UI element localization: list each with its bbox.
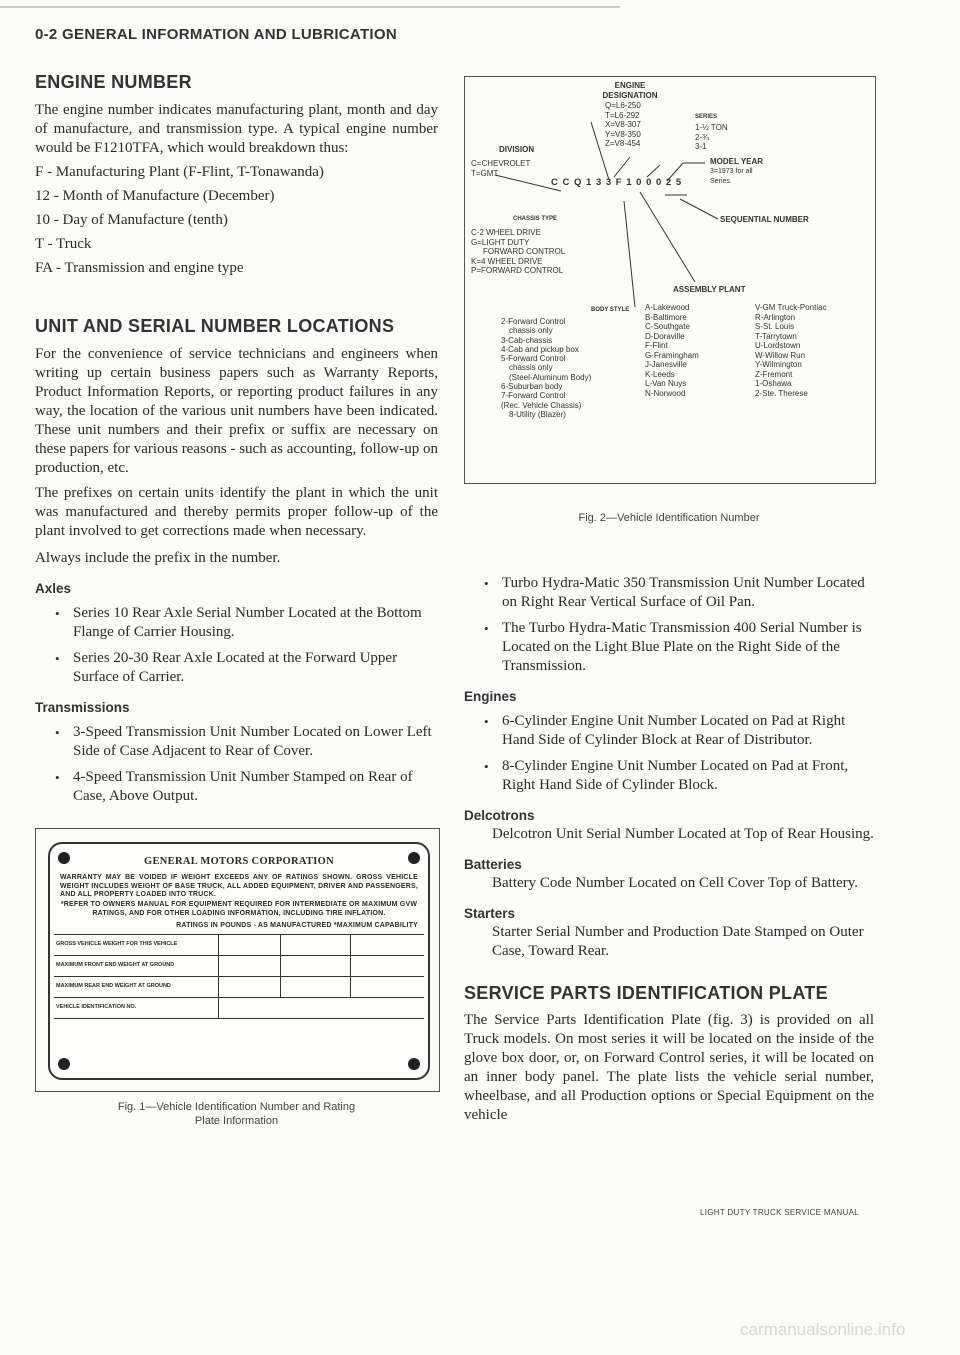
model-year-values: 3=1973 for all Series. — [710, 168, 753, 185]
engine-item: T - Truck — [35, 236, 92, 252]
engine-item: 12 - Month of Manufacture (December) — [35, 188, 275, 204]
plate-field-rear: MAXIMUM REAR END WEIGHT AT GROUND — [56, 983, 171, 989]
fig2-caption: Fig. 2—Vehicle Identification Number — [578, 512, 760, 524]
fig1-caption: Fig. 1—Vehicle Identification Number and Rating Plate Information — [117, 1101, 356, 1127]
starters-text: Starter Serial Number and Production Date Stamped on Outer Case, Toward Rear. — [492, 924, 864, 959]
list-item: • 3-Speed Transmission Unit Number Located on Lower Left Side of Case Adjacent to Rear of Cover. — [35, 723, 438, 761]
body-style-label: BODY STYLE — [591, 307, 630, 313]
list-item: • 8-Cylinder Engine Unit Number Located on Pad at Front, Right Hand Side of Cylinder Block. — [464, 757, 874, 795]
engine-item: F - Manufacturing Plant (F-Flint, T-Tonawanda) — [35, 164, 324, 180]
division-label: DIVISION — [499, 145, 535, 154]
vin-diagram-lines — [465, 77, 875, 483]
top-rule — [0, 6, 620, 8]
unit-serial-para3: Always include the prefix in the number. — [35, 550, 281, 566]
fig2-frame — [464, 76, 876, 484]
delcotrons-text: Delcotron Unit Serial Number Located at Top of Rear Housing. — [492, 826, 874, 842]
plate-ratings: RATINGS IN POUNDS - AS MANUFACTURED *MAXIMUM CAPABILITY — [176, 922, 418, 929]
assembly-plant-label: ASSEMBLY PLANT — [673, 285, 746, 294]
engine-number-intro: The engine number indicates manufacturing plant, month and day of manufacture, and transmission type. A typical engine number would be F1210TFA, which would breakdown thus: — [35, 102, 438, 156]
service-parts-heading: SERVICE PARTS IDENTIFICATION PLATE — [464, 983, 828, 1003]
plate-field-gvw: GROSS VEHICLE WEIGHT FOR THIS VEHICLE — [56, 941, 178, 947]
series-label: SERIES — [695, 114, 718, 120]
plate-field-vin: VEHICLE IDENTIFICATION NO. — [56, 1004, 137, 1010]
model-year-label: MODEL YEAR — [710, 157, 764, 166]
unit-serial-section — [35, 316, 438, 806]
chassis-type-label: CHASSIS TYPE — [513, 216, 558, 222]
right-column — [464, 574, 874, 1125]
engine-designation-label: ENGINE DESIGNATION — [602, 81, 658, 100]
starters-heading: Starters — [464, 906, 516, 921]
division-values: C=CHEVROLET T=GMT — [471, 159, 531, 178]
list-item: • Series 20-30 Rear Axle Located at the Forward Upper Surface of Carrier. — [35, 649, 438, 687]
unit-serial-para2: The prefixes on certain units identify the plant in which the unit was manufactured and thereby permits proper follow-up of the plant involved to get corrections made when necessary. — [35, 485, 438, 539]
list-item: • Series 10 Rear Axle Serial Number Located at the Bottom Flange of Carrier Housing. — [35, 604, 438, 642]
engine-number-heading: ENGINE NUMBER — [35, 72, 192, 92]
engine-number-section — [35, 72, 438, 278]
plate-refer: *REFER TO OWNERS MANUAL FOR EQUIPMENT REQUIRED FOR INTERMEDIATE OR MAXIMUM GVW RATINGS, AND FOR OTHER LOADING INFORMATION, INCLUDING TIRE INFLATION. — [60, 901, 418, 917]
page-header: 0-2 GENERAL INFORMATION AND LUBRICATION — [35, 26, 397, 43]
engine-item: FA - Transmission and engine type — [35, 260, 244, 276]
assembly-plants-a: A-Lakewood B-Baltimore C-Southgate D-Doraville F-Flint G-Framingham J-Janesville K-Leeds L-Van Nuys N-Norwood — [645, 303, 699, 398]
series-values: 1-½ TON 2-¾ 3-1 — [695, 123, 728, 151]
batteries-text: Battery Code Number Located on Cell Cover Top of Battery. — [492, 875, 858, 891]
rating-plate — [48, 842, 430, 1080]
engine-item: 10 - Day of Manufacture (tenth) — [35, 212, 228, 228]
batteries-heading: Batteries — [464, 857, 522, 872]
vin-example: C C Q 1 3 3 F 1 0 0 0 2 5 — [551, 177, 683, 188]
list-item: • 6-Cylinder Engine Unit Number Located on Pad at Right Hand Side of Cylinder Block at Rear of Distributor. — [464, 712, 874, 750]
plate-warning: WARRANTY MAY BE VOIDED IF WEIGHT EXCEEDS ANY OF RATINGS SHOWN. GROSS VEHICLE WEIGHT INCLUDES WEIGHT OF BASE TRUCK, ALL ADDED EQUIPMENT, DRIVER AND PASSENGERS, AND ALL PROPERTY LOADED INTO TRUCK. — [60, 874, 418, 898]
transmissions-heading: Transmissions — [35, 700, 130, 715]
plate-field-front: MAXIMUM FRONT END WEIGHT AT GROUND — [56, 962, 175, 968]
watermark: carmanualsonline.info — [740, 1320, 906, 1339]
engines-list — [464, 712, 874, 795]
engine-codes: Q=L6-250 T=L6-292 X=V8-307 Y=V8-350 Z=V8-454 — [605, 101, 641, 148]
chassis-values: C-2 WHEEL DRIVE G=LIGHT DUTY FORWARD CONTROL K=4 WHEEL DRIVE P=FORWARD CONTROL — [471, 228, 566, 275]
axles-heading: Axles — [35, 581, 72, 596]
service-parts-text: The Service Parts Identification Plate (fig. 3) is provided on all Truck models. On most series it will be located on the inside of the glove box door, or, on Forward Control series, it will be located on an inner body panel. The plate lists the vehicle serial number, wheelbase, and all Production options or Special Equipment on the vehicle — [464, 1012, 874, 1123]
unit-serial-para1: For the convenience of service technicians and engineers when writing up certain business papers such as Warranty Reports, Product Information Reports, or reporting product failures in any way, the location of the various unit numbers have been indicated. These unit numbers and their prefix or suffix are necessary on these papers for various reasons - such as accounting, follow-up on production, etc. — [35, 346, 438, 476]
rivet-icon — [408, 1058, 420, 1070]
sequential-number-label: SEQUENTIAL NUMBER — [720, 215, 809, 224]
axles-list — [35, 604, 438, 687]
plate-title: GENERAL MOTORS CORPORATION — [143, 856, 335, 867]
list-item: • The Turbo Hydra-Matic Transmission 400 Serial Number is Located on the Light Blue Plate on the Right Side of the Transmission. — [464, 619, 874, 676]
delcotrons-heading: Delcotrons — [464, 808, 535, 823]
page-footer: LIGHT DUTY TRUCK SERVICE MANUAL — [700, 1208, 859, 1217]
rivet-icon — [58, 1058, 70, 1070]
list-item: • 4-Speed Transmission Unit Number Stamped on Rear of Case, Above Output. — [35, 768, 438, 806]
list-item: • Turbo Hydra-Matic 350 Transmission Unit Number Located on Right Rear Vertical Surface of Oil Pan. — [464, 574, 874, 612]
unit-serial-heading: UNIT AND SERIAL NUMBER LOCATIONS — [35, 316, 395, 336]
transmissions-list — [35, 723, 438, 806]
assembly-plants-b: V-GM Truck-Pontiac R-Arlington S-St. Louis T-Tarrytown U-Lordstown W-Willow Run Y-Wilmington Z-Fremont 1-Oshawa 2-Ste. Therese — [755, 303, 827, 398]
engines-heading: Engines — [464, 689, 517, 704]
transmissions-list-right — [464, 574, 874, 676]
body-styles: 2-Forward Control chassis only 3-Cab-chassis 4-Cab and pickup box 5-Forward Control chassis only (Steel-Aluminum Body) 6-Suburban body 7-Forward Control (Rec. Vehicle Chassis) 8-Utility (Blazer) — [501, 317, 592, 419]
